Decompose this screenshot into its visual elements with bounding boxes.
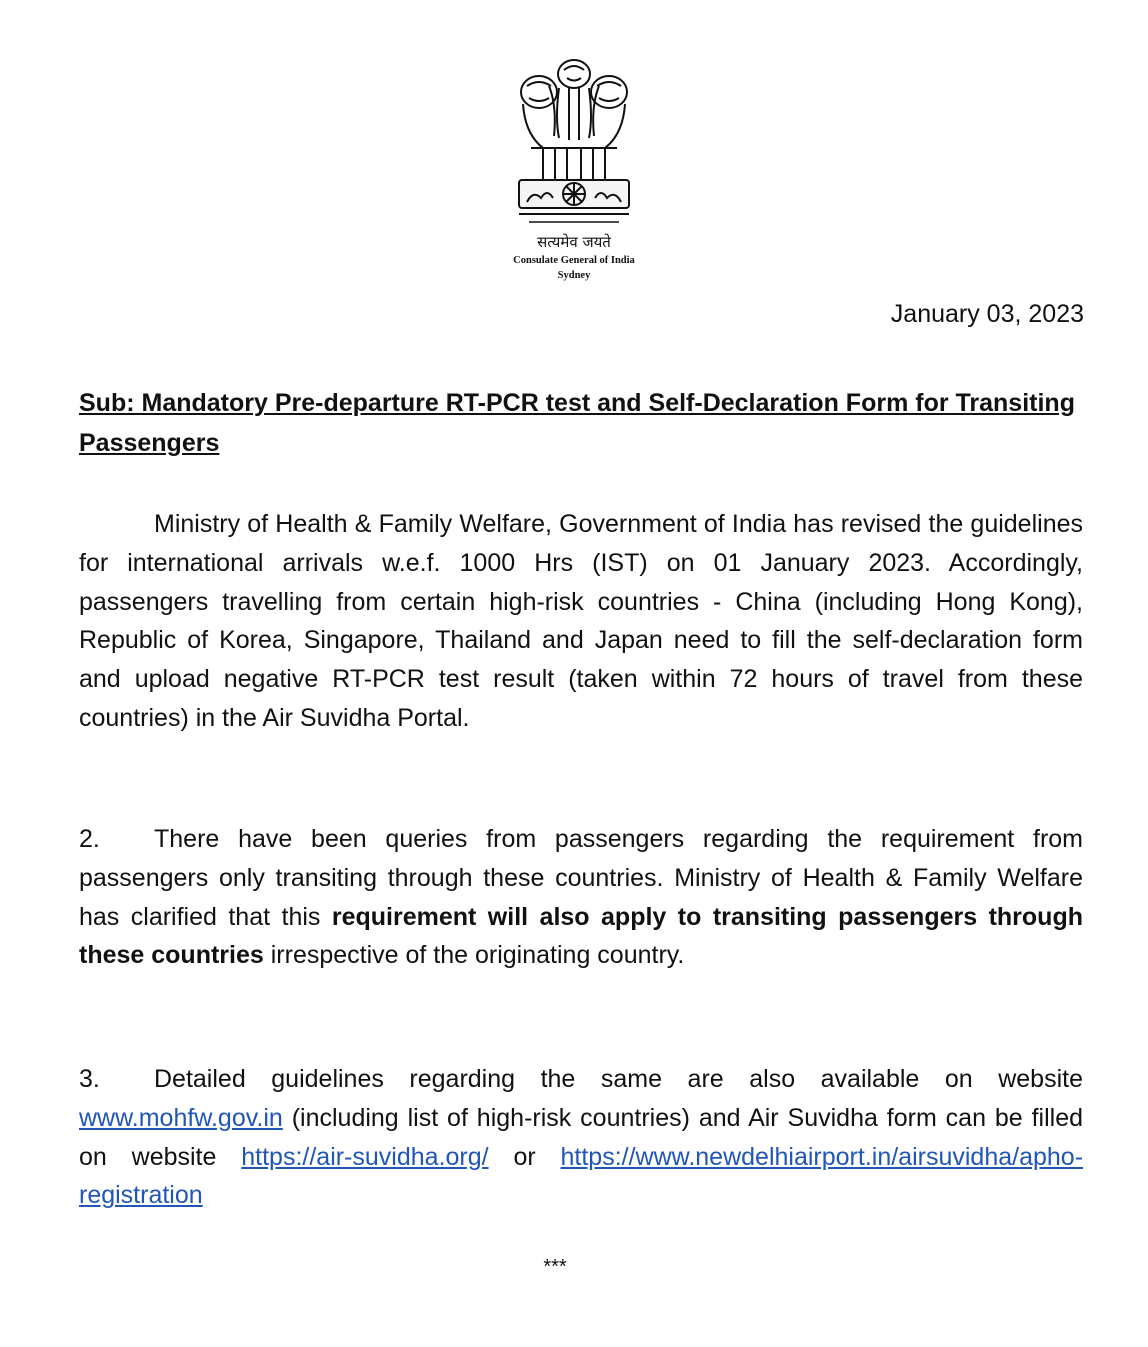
paragraph-2 [79, 820, 1083, 975]
mohfw-link[interactable]: www.mohfw.gov.in [79, 1103, 283, 1132]
paragraph-text: irrespective of the originating country. [270, 941, 685, 970]
paragraph-text: (including list of high-risk countries) and Air Suvidha form can be filled on website [79, 1103, 1083, 1171]
subject-line: Sub: Mandatory Pre-departure RT-PCR test and Self-Declaration Form for Transiting Passengers [79, 389, 1075, 457]
letterhead [0, 52, 1148, 284]
end-mark: *** [543, 1256, 567, 1278]
air-suvidha-link[interactable]: https://air-suvidha.org/ [241, 1142, 489, 1171]
paragraph-1: Ministry of Health & Family Welfare, Government of India has revised the guidelines for international arrivals w.e.f. 1000 Hrs (IST) on 01 January 2023. Accordingly, passengers travelling from certain high-risk countries - China (including Hong Kong), Republic of Korea, Singapore, Thailand and Japan need to fill the self-declaration form and upload negative RT-PCR test result (taken within 72 hours of travel from these countries) in the Air Suvidha Portal. [79, 510, 1083, 732]
paragraph-number: 2. [79, 825, 100, 853]
paragraph-number: 3. [79, 1065, 100, 1093]
emphasis-text: requirement will also apply to transiting passengers through these countries [79, 902, 1083, 970]
national-emblem-icon [509, 52, 639, 230]
paragraph-text: or [513, 1142, 536, 1171]
emblem-motto: सत्यमेव जयते [537, 233, 611, 251]
letter-date: January 03, 2023 [890, 300, 1084, 328]
paragraph-text: Detailed guidelines regarding the same are also available on website [154, 1065, 1083, 1093]
newdelhi-airport-link[interactable]: https://www.newdelhiairport.in/airsuvidha/apho-registration [79, 1142, 1084, 1210]
paragraph-text: There have been queries from passengers regarding the requirement from passengers only transiting through these countries. Ministry of Health & Family Welfare has clarified that this [79, 825, 1083, 931]
paragraph-3 [79, 1060, 1083, 1215]
office-name: Consulate General of India [513, 255, 635, 266]
office-city: Sydney [557, 270, 591, 281]
